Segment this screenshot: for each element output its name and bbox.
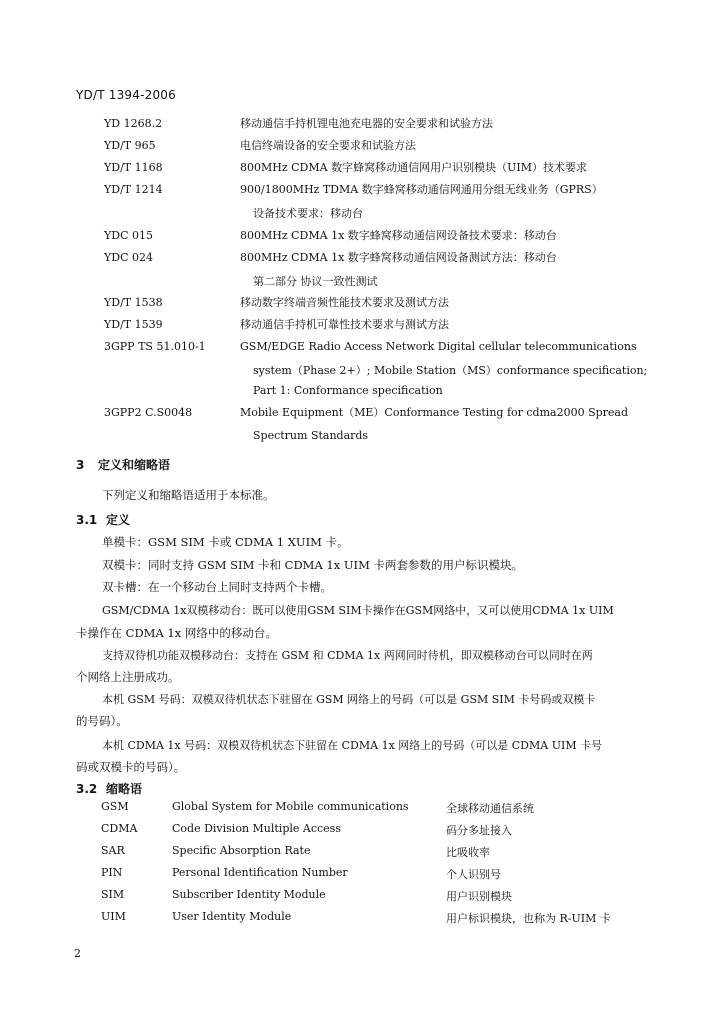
reference-title: 800MHz CDMA 数字蜂窝移动通信网用户识别模块（UIM）技术要求 bbox=[240, 161, 587, 174]
reference-code: YDC 015 bbox=[104, 229, 153, 242]
section-title: 定义和缩略语 bbox=[98, 458, 171, 472]
section-number: 3.2 bbox=[76, 782, 98, 796]
reference-title: Mobile Equipment（ME）Conformance Testing for cdma2000 Spread bbox=[240, 406, 629, 419]
reference-code: YDC 024 bbox=[104, 251, 153, 264]
reference-title: 800MHz CDMA 1x 数字蜂窝移动通信网设备技术要求：移动台 bbox=[240, 229, 557, 242]
abbreviation: UIM bbox=[101, 910, 126, 923]
abbreviation-english: Code Division Multiple Access bbox=[172, 822, 341, 835]
abbreviation-chinese: 个人识别号 bbox=[446, 868, 501, 881]
section-3-1-heading bbox=[76, 511, 130, 528]
reference-title-continuation: system（Phase 2+）; Mobile Station（MS）conformance specification; bbox=[253, 364, 648, 377]
definition-line: 双模卡：同时支持 GSM SIM 卡和 CDMA 1x UIM 卡两套参数的用户标识模块。 bbox=[102, 558, 524, 572]
reference-title: 800MHz CDMA 1x 数字蜂窝移动通信网设备测试方法：移动台 bbox=[240, 251, 557, 264]
reference-code: YD/T 1538 bbox=[104, 296, 163, 309]
abbreviation-english: Global System for Mobile communications bbox=[172, 800, 409, 813]
reference-code: YD/T 1168 bbox=[104, 161, 163, 174]
section-3-2-heading bbox=[76, 780, 142, 797]
reference-code: YD/T 965 bbox=[104, 139, 156, 152]
abbreviation-chinese: 用户识别模块 bbox=[446, 890, 512, 903]
reference-code: 3GPP2 C.S0048 bbox=[104, 406, 193, 419]
reference-title: 900/1800MHz TDMA 数字蜂窝移动通信网通用分组无线业务（GPRS） bbox=[240, 183, 603, 196]
abbreviation: SAR bbox=[101, 844, 125, 857]
abbreviation-chinese: 用户标识模块，也称为 R-UIM 卡 bbox=[446, 912, 611, 925]
reference-code: YD/T 1539 bbox=[104, 318, 163, 331]
reference-title-continuation: Spectrum Standards bbox=[253, 429, 369, 442]
abbreviation-english: Subscriber Identity Module bbox=[172, 888, 326, 901]
definition-line: 个网络上注册成功。 bbox=[76, 670, 180, 684]
definition-line: 双卡槽：在一个移动台上同时支持两个卡槽。 bbox=[102, 580, 332, 594]
abbreviation: PIN bbox=[101, 866, 123, 879]
definition-line: 单模卡：GSM SIM 卡或 CDMA 1 XUIM 卡。 bbox=[102, 535, 349, 549]
section-title: 定义 bbox=[106, 513, 131, 527]
abbreviation-english: User Identity Module bbox=[172, 910, 292, 923]
section-3-heading bbox=[76, 456, 170, 473]
reference-title: GSM/EDGE Radio Access Network Digital cellular telecommunications bbox=[240, 340, 637, 353]
abbreviation: SIM bbox=[101, 888, 125, 901]
abbreviation-english: Specific Absorption Rate bbox=[172, 844, 311, 857]
abbreviation: GSM bbox=[101, 800, 129, 813]
section-number: 3 bbox=[76, 458, 85, 472]
reference-title: 移动数字终端音频性能技术要求及测试方法 bbox=[240, 296, 449, 309]
definition-line: GSM/CDMA 1x双模移动台：既可以使用GSM SIM卡操作在GSM网络中，又可以使用CDMA 1x UIM bbox=[102, 604, 614, 617]
definition-line: 本机 CDMA 1x 号码：双模双待机状态下驻留在 CDMA 1x 网络上的号码（可以是 CDMA UIM 卡号 bbox=[102, 739, 603, 752]
reference-title: 移动通信手持机锂电池充电器的安全要求和试验方法 bbox=[240, 117, 493, 130]
abbreviation: CDMA bbox=[101, 822, 138, 835]
definition-line: 本机 GSM 号码：双模双待机状态下驻留在 GSM 网络上的号码（可以是 GSM SIM 卡号码或双模卡 bbox=[102, 693, 596, 706]
document-header-id: YD/T 1394-2006 bbox=[76, 88, 176, 102]
page-number: 2 bbox=[74, 947, 81, 960]
abbreviation-chinese: 比吸收率 bbox=[446, 846, 490, 859]
definition-line: 码或双模卡的号码）。 bbox=[76, 760, 186, 774]
reference-title-continuation: 第二部分 协议一致性测试 bbox=[253, 275, 378, 288]
reference-title-continuation: Part 1: Conformance specification bbox=[253, 384, 443, 397]
section-3-intro: 下列定义和缩略语适用于本标准。 bbox=[102, 488, 275, 502]
definition-line: 卡操作在 CDMA 1x 网络中的移动台。 bbox=[76, 626, 277, 640]
definition-line: 的号码）。 bbox=[76, 714, 128, 728]
abbreviation-english: Personal Identification Number bbox=[172, 866, 348, 879]
reference-code: YD/T 1214 bbox=[104, 183, 163, 196]
section-title: 缩略语 bbox=[106, 782, 143, 796]
abbreviation-chinese: 码分多址接入 bbox=[446, 824, 512, 837]
reference-code: 3GPP TS 51.010-1 bbox=[104, 340, 206, 353]
reference-title-continuation: 设备技术要求：移动台 bbox=[253, 207, 363, 220]
reference-title: 电信终端设备的安全要求和试验方法 bbox=[240, 139, 416, 152]
section-number: 3.1 bbox=[76, 513, 98, 527]
definition-line: 支持双待机功能双模移动台：支持在 GSM 和 CDMA 1x 两网同时待机，即双模移动台可以同时在两 bbox=[102, 649, 593, 662]
abbreviation-chinese: 全球移动通信系统 bbox=[446, 802, 534, 815]
reference-title: 移动通信手持机可靠性技术要求与测试方法 bbox=[240, 318, 449, 331]
reference-code: YD 1268.2 bbox=[104, 117, 163, 130]
